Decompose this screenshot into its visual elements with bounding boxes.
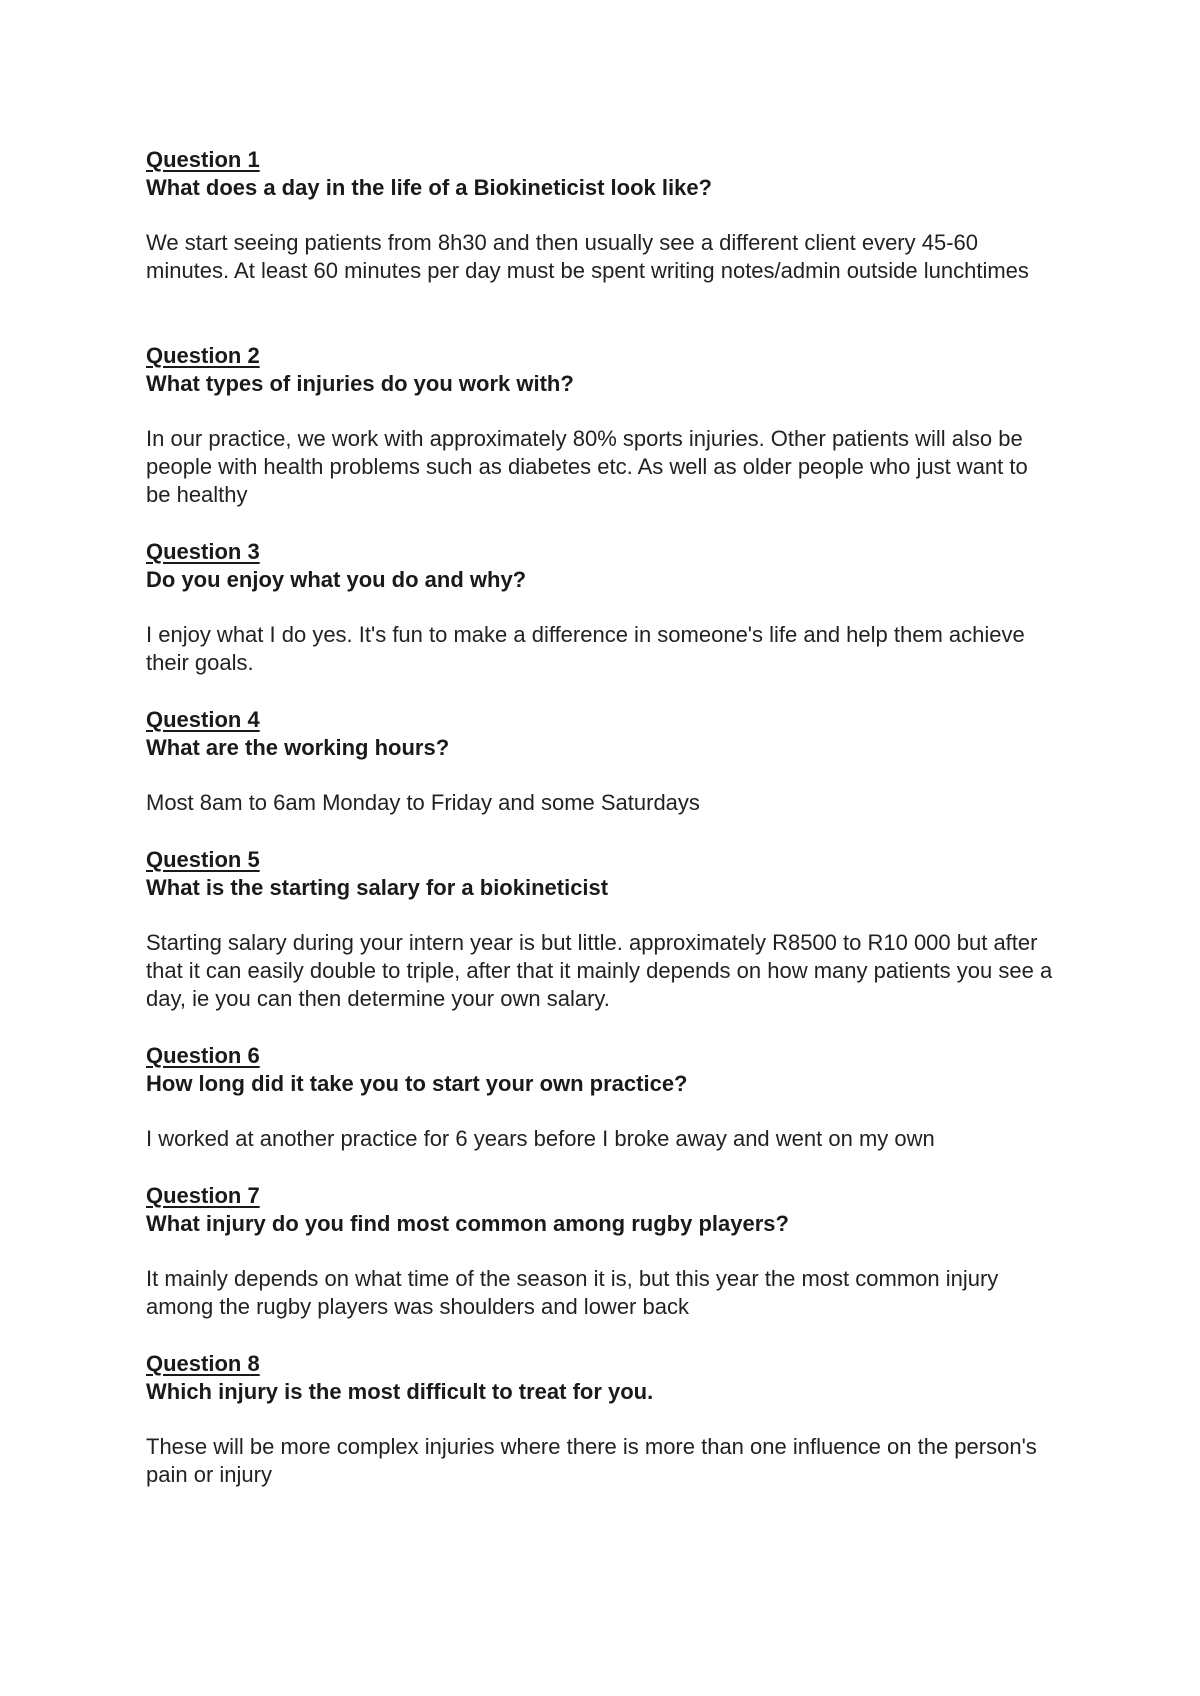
qa-block-2 — [146, 342, 1056, 509]
question-text: How long did it take you to start your own practice? — [146, 1071, 688, 1096]
question-text: What is the starting salary for a biokineticist — [146, 875, 609, 900]
qa-block-1 — [146, 146, 1056, 285]
qa-block-3 — [146, 538, 1056, 677]
question-text: What types of injuries do you work with? — [146, 371, 574, 396]
qa-block-8 — [146, 1350, 1056, 1489]
answer-text: It mainly depends on what time of the season it is, but this year the most common injury among the rugby players was shoulders and lower back — [146, 1266, 999, 1319]
question-number: Question 1 — [146, 147, 260, 172]
answer-text: I enjoy what I do yes. It's fun to make a difference in someone's life and help them achieve their goals. — [146, 622, 1025, 675]
question-number: Question 3 — [146, 539, 260, 564]
qa-block-4 — [146, 706, 1056, 817]
question-number: Question 4 — [146, 707, 260, 732]
answer-text: These will be more complex injuries where there is more than one influence on the person's pain or injury — [146, 1434, 1037, 1487]
answer-text: In our practice, we work with approximately 80% sports injuries. Other patients will also be people with health problems such as diabetes etc. As well as older people who just want to be healthy — [146, 426, 1028, 507]
answer-text: I worked at another practice for 6 years before I broke away and went on my own — [146, 1126, 935, 1151]
answer-text: We start seeing patients from 8h30 and then usually see a different client every 45-60 minutes. At least 60 minutes per day must be spent writing notes/admin outside lunchtimes — [146, 230, 1029, 283]
question-number: Question 5 — [146, 847, 260, 872]
question-number: Question 8 — [146, 1351, 260, 1376]
question-text: Which injury is the most difficult to treat for you. — [146, 1379, 654, 1404]
question-number: Question 6 — [146, 1043, 260, 1068]
question-text: What are the working hours? — [146, 735, 450, 760]
qa-block-6 — [146, 1042, 1056, 1153]
question-text: What does a day in the life of a Biokineticist look like? — [146, 175, 712, 200]
question-number: Question 2 — [146, 343, 260, 368]
qa-block-7 — [146, 1182, 1056, 1321]
qa-block-5 — [146, 846, 1056, 1013]
question-number: Question 7 — [146, 1183, 260, 1208]
question-text: What injury do you find most common among rugby players? — [146, 1211, 789, 1236]
question-text: Do you enjoy what you do and why? — [146, 567, 527, 592]
answer-text: Starting salary during your intern year is but little. approximately R8500 to R10 000 but after that it can easily double to triple, after that it mainly depends on how many patients you see a day, ie you can then determine your own salary. — [146, 930, 1053, 1011]
answer-text: Most 8am to 6am Monday to Friday and some Saturdays — [146, 790, 700, 815]
